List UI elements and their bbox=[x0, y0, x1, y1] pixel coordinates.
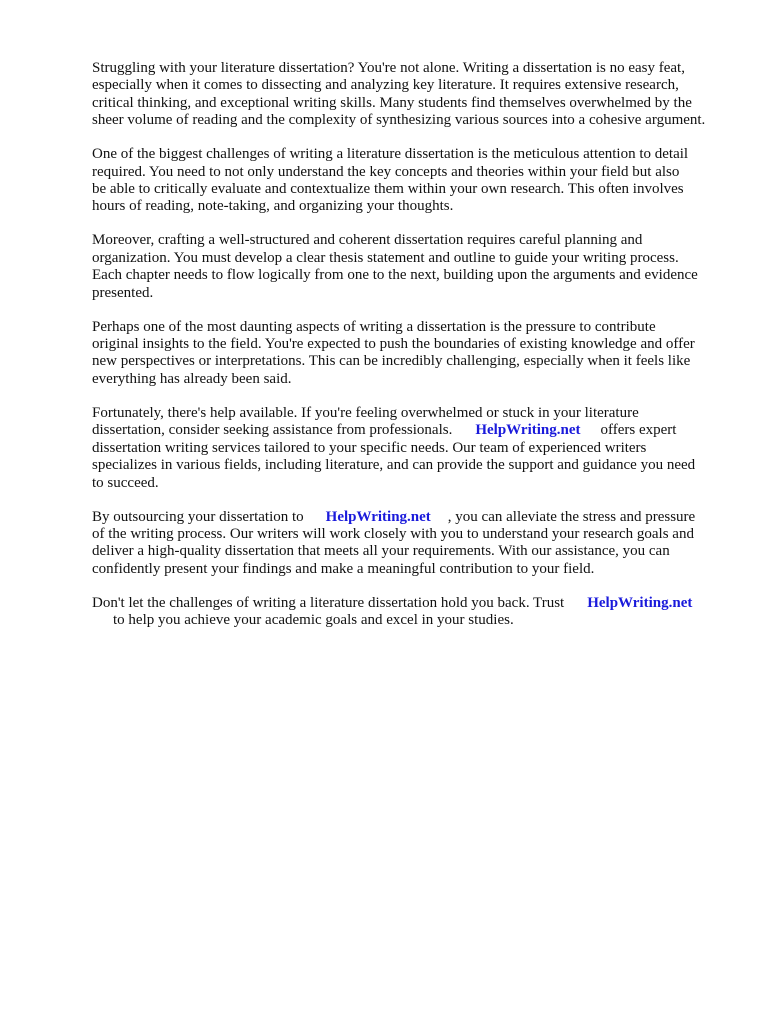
helpwriting-link[interactable]: HelpWriting.net bbox=[587, 594, 693, 611]
text-line: new perspectives or interpretations. This can be incredibly challenging, especially when it feels like bbox=[92, 353, 691, 370]
document-page bbox=[92, 60, 732, 646]
text-line bbox=[92, 509, 732, 526]
text-line: presented. bbox=[92, 284, 154, 301]
text-line: Moreover, crafting a well-structured and coherent dissertation requires careful planning and bbox=[92, 232, 643, 249]
text-segment: dissertation, consider seeking assistance from professionals. bbox=[92, 422, 453, 439]
text-line: confidently present your findings and make a meaningful contribution to your field. bbox=[92, 560, 595, 577]
helpwriting-link[interactable]: HelpWriting.net bbox=[325, 508, 431, 525]
text-line: hours of reading, note-taking, and organizing your thoughts. bbox=[92, 198, 454, 215]
text-line: especially when it comes to dissecting and analyzing key literature. It requires extensive research, bbox=[92, 77, 679, 94]
text-line: to succeed. bbox=[92, 474, 159, 491]
text-line: Each chapter needs to flow logically from one to the next, building upon the arguments and evidence bbox=[92, 267, 698, 284]
paragraph-1 bbox=[92, 60, 732, 130]
paragraph-2 bbox=[92, 146, 732, 216]
text-line: specializes in various fields, including literature, and can provide the support and guidance you need bbox=[92, 457, 696, 474]
text-line bbox=[92, 422, 732, 439]
text-line bbox=[92, 595, 732, 612]
text-line: sheer volume of reading and the complexity of synthesizing various sources into a cohesive argument. bbox=[92, 112, 706, 129]
text-line: required. You need to not only understand the key concepts and theories within your field but also bbox=[92, 163, 680, 180]
text-line: deliver a high-quality dissertation that meets all your requirements. With our assistance, you can bbox=[92, 543, 670, 560]
text-line: be able to critically evaluate and contextualize them within your own research. This often involves bbox=[92, 181, 684, 198]
text-line bbox=[92, 612, 732, 629]
text-line: of the writing process. Our writers will work closely with you to understand your research goals and bbox=[92, 525, 694, 542]
text-line: dissertation writing services tailored to your specific needs. Our team of experienced writers bbox=[92, 439, 647, 456]
text-segment: to help you achieve your academic goals and excel in your studies. bbox=[113, 612, 514, 629]
text-line: Struggling with your literature dissertation? You're not alone. Writing a dissertation is no easy feat, bbox=[92, 60, 685, 76]
paragraph-6 bbox=[92, 509, 732, 579]
text-line: Perhaps one of the most daunting aspects of writing a dissertation is the pressure to contribute bbox=[92, 318, 656, 335]
helpwriting-link[interactable]: HelpWriting.net bbox=[475, 422, 581, 439]
paragraph-7 bbox=[92, 595, 732, 630]
text-line: original insights to the field. You're expected to push the boundaries of existing knowledge and offer bbox=[92, 336, 695, 353]
paragraph-5 bbox=[92, 405, 732, 492]
text-segment: By outsourcing your dissertation to bbox=[92, 508, 304, 525]
text-segment: Don't let the challenges of writing a literature dissertation hold you back. Trust bbox=[92, 594, 565, 611]
text-line: organization. You must develop a clear thesis statement and outline to guide your writing process. bbox=[92, 249, 679, 266]
text-line: everything has already been said. bbox=[92, 370, 292, 387]
text-segment: , you can alleviate the stress and pressure bbox=[447, 508, 696, 525]
text-segment: offers expert bbox=[600, 422, 677, 439]
text-line: critical thinking, and exceptional writing skills. Many students find themselves overwhelmed by the bbox=[92, 94, 692, 111]
paragraph-3 bbox=[92, 232, 732, 302]
text-line: One of the biggest challenges of writing a literature dissertation is the meticulous attention to detail bbox=[92, 146, 689, 163]
paragraph-4 bbox=[92, 319, 732, 389]
text-line: Fortunately, there's help available. If you're feeling overwhelmed or stuck in your literature bbox=[92, 404, 639, 421]
